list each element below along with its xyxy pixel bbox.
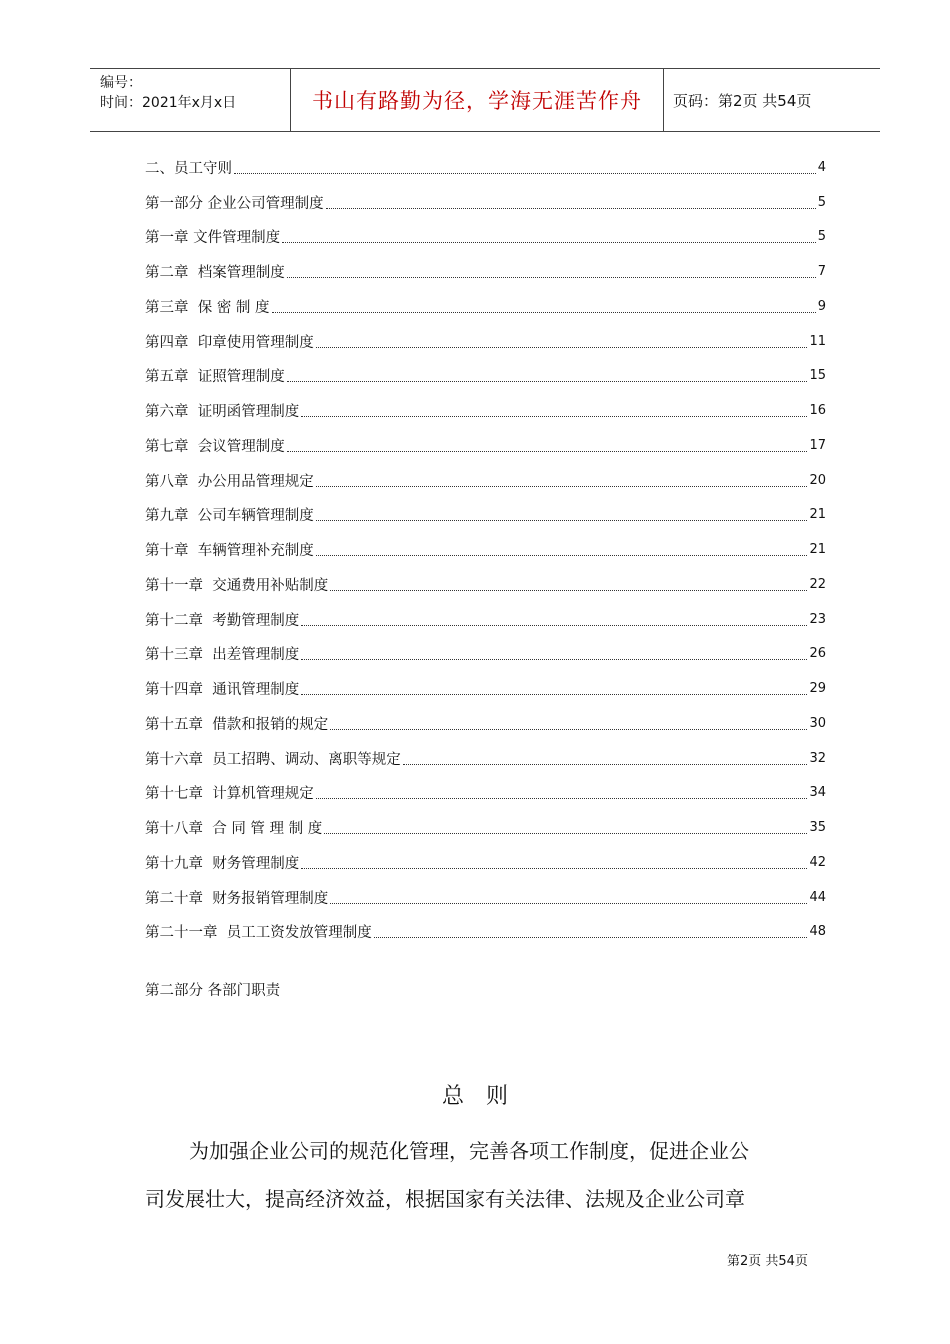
toc-entry[interactable]: [145, 289, 826, 324]
toc-entry-page: 21: [809, 507, 826, 523]
toc-entry[interactable]: [145, 880, 826, 915]
toc-leader-dots: [374, 937, 808, 938]
toc-entry-page: 32: [809, 750, 826, 766]
toc-entry-title: 第十七章 计算机管理规定: [145, 786, 314, 803]
toc-entry-page: 23: [809, 611, 826, 627]
header-motto: 书山有路勤为径，学海无涯苦作舟: [291, 69, 664, 131]
toc-entry-page: 26: [809, 646, 826, 662]
page-header: [90, 68, 880, 132]
toc-entry[interactable]: [145, 567, 826, 602]
toc-entry-title: 第十八章 合 同 管 理 制 度: [145, 821, 323, 838]
toc-entry-page: 30: [809, 715, 826, 731]
toc-entry-page: 29: [809, 681, 826, 697]
toc-entry[interactable]: [145, 185, 826, 220]
toc-entry-page: 17: [809, 437, 826, 453]
toc-leader-dots: [282, 242, 816, 243]
toc-leader-dots: [301, 694, 807, 695]
toc-entry-page: 22: [809, 576, 826, 592]
toc-entry-title: 第十章 车辆管理补充制度: [145, 543, 314, 560]
toc-entry-title: 第五章 证照管理制度: [145, 369, 285, 386]
toc-leader-dots: [330, 903, 807, 904]
toc-entry[interactable]: [145, 359, 826, 394]
toc-leader-dots: [403, 764, 808, 765]
toc-entry-title: 第九章 公司车辆管理制度: [145, 508, 314, 525]
toc-leader-dots: [287, 451, 808, 452]
toc-entry-title: 第四章 印章使用管理制度: [145, 334, 314, 351]
toc-entry-title: 第一部分 企业公司管理制度: [145, 195, 324, 212]
toc-entry-page: 4: [817, 159, 826, 175]
header-meta: [90, 69, 291, 131]
toc-entry-page: 16: [809, 403, 826, 419]
toc-entry-page: 5: [817, 194, 826, 210]
toc-entry-title: 第十一章 交通费用补贴制度: [145, 577, 329, 594]
toc-entry-page: 35: [809, 820, 826, 836]
toc-entry[interactable]: [145, 220, 826, 255]
table-of-contents: [145, 150, 826, 949]
toc-entry[interactable]: [145, 393, 826, 428]
toc-entry[interactable]: [145, 254, 826, 289]
toc-entry[interactable]: [145, 776, 826, 811]
toc-leader-dots: [316, 486, 808, 487]
toc-entry-page: 11: [809, 333, 826, 349]
toc-entry-title: 第六章 证明函管理制度: [145, 404, 300, 421]
header-page-info: 页码：第2页 共54页: [673, 91, 812, 110]
toc-entry[interactable]: [145, 498, 826, 533]
toc-entry-page: 20: [809, 472, 826, 488]
toc-leader-dots: [330, 590, 807, 591]
toc-entry-page: 5: [817, 229, 826, 245]
toc-entry-page: 44: [809, 889, 826, 905]
toc-entry-title: 第二十章 财务报销管理制度: [145, 890, 329, 907]
toc-entry[interactable]: [145, 706, 826, 741]
toc-entry[interactable]: [145, 602, 826, 637]
part-two-heading: 第二部分 各部门职责: [145, 983, 281, 999]
toc-leader-dots: [316, 555, 808, 556]
toc-leader-dots: [330, 729, 807, 730]
toc-leader-dots: [272, 312, 816, 313]
toc-leader-dots: [287, 277, 816, 278]
toc-entry[interactable]: [145, 671, 826, 706]
toc-entry-page: 21: [809, 542, 826, 558]
toc-entry-page: 9: [817, 298, 826, 314]
toc-entry-title: 第十三章 出差管理制度: [145, 647, 300, 664]
toc-entry-page: 48: [809, 924, 826, 940]
page-footer: 第2页 共54页: [727, 1254, 808, 1269]
time-line: 时间：2021年x月x日: [100, 95, 237, 111]
toc-leader-dots: [316, 798, 808, 799]
toc-entry-title: 第十六章 员工招聘、调动、离职等规定: [145, 751, 401, 768]
toc-entry[interactable]: [145, 741, 826, 776]
toc-entry-title: 第七章 会议管理制度: [145, 438, 285, 455]
toc-entry-title: 第八章 办公用品管理规定: [145, 473, 314, 490]
paragraph-line-2: 司发展壮大，提高经济效益，根据国家有关法律、法规及企业公司章: [145, 1187, 745, 1211]
toc-entry-title: 第三章 保 密 制 度: [145, 299, 270, 316]
toc-leader-dots: [301, 868, 807, 869]
toc-entry[interactable]: [145, 845, 826, 880]
toc-entry-page: 15: [809, 368, 826, 384]
toc-entry-title: 第十二章 考勤管理制度: [145, 612, 300, 629]
toc-entry-title: 第一章 文件管理制度: [145, 230, 281, 247]
toc-entry[interactable]: [145, 915, 826, 950]
section-title: 总则: [441, 1084, 530, 1109]
toc-entry-title: 第十九章 财务管理制度: [145, 855, 300, 872]
toc-leader-dots: [301, 625, 807, 626]
toc-entry-title: 第二十一章 员工工资发放管理制度: [145, 925, 372, 942]
toc-entry[interactable]: [145, 810, 826, 845]
toc-leader-dots: [324, 833, 807, 834]
toc-leader-dots: [234, 173, 816, 174]
toc-entry[interactable]: [145, 324, 826, 359]
toc-entry[interactable]: [145, 428, 826, 463]
toc-entry[interactable]: [145, 150, 826, 185]
number-label: 编号：: [100, 75, 142, 91]
toc-leader-dots: [301, 659, 807, 660]
toc-entry-title: 第十四章 通讯管理制度: [145, 682, 300, 699]
toc-entry-page: 42: [809, 854, 826, 870]
toc-leader-dots: [301, 416, 807, 417]
toc-entry-title: 第二章 档案管理制度: [145, 265, 285, 282]
toc-leader-dots: [316, 347, 808, 348]
toc-entry-page: 34: [809, 785, 826, 801]
toc-entry-title: 第十五章 借款和报销的规定: [145, 716, 329, 733]
toc-leader-dots: [287, 381, 808, 382]
toc-entry[interactable]: [145, 637, 826, 672]
toc-entry-title: 二、员工守则: [145, 160, 232, 177]
toc-entry[interactable]: [145, 463, 826, 498]
paragraph-line-1: 为加强企业公司的规范化管理，完善各项工作制度，促进企业公: [189, 1139, 749, 1163]
toc-leader-dots: [326, 208, 816, 209]
toc-leader-dots: [316, 520, 808, 521]
toc-entry[interactable]: [145, 532, 826, 567]
toc-entry-page: 7: [817, 264, 826, 280]
